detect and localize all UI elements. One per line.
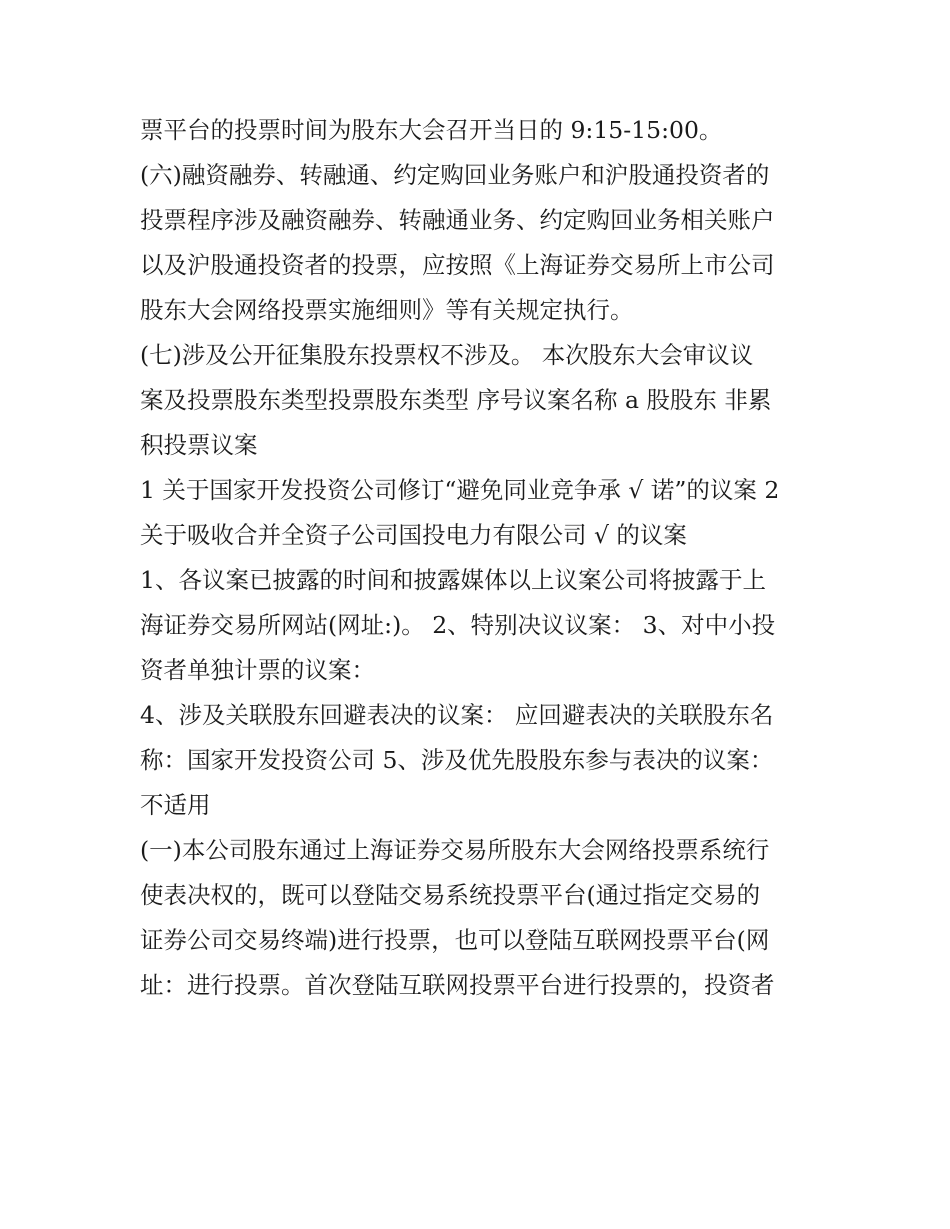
text-line: 证券公司交易终端)进行投票，也可以登陆互联网投票平台(网 <box>140 926 770 954</box>
text-line: 案及投票股东类型投票股东类型 序号议案名称 a 股股东 非累 <box>140 386 772 414</box>
text-line: 址：进行投票。首次登陆互联网投票平台进行投票的，投资者 <box>140 971 775 999</box>
text-line: 海证券交易所网站(网址:)。 2、特别决议议案： 3、对中小投 <box>140 611 776 639</box>
text-line: 称：国家开发投资公司 5、涉及优先股股东参与表决的议案： <box>140 746 774 774</box>
text-line: 使表决权的，既可以登陆交易系统投票平台(通过指定交易的 <box>140 881 761 909</box>
text-line: 关于吸收合并全资子公司国投电力有限公司 √ 的议案 <box>140 521 687 549</box>
document-body <box>140 108 815 1008</box>
text-line: 投票程序涉及融资融券、转融通业务、约定购回业务相关账户 <box>140 206 775 234</box>
text-line: 4、涉及关联股东回避表决的议案： 应回避表决的关联股东名 <box>140 701 774 729</box>
text-line: (一)本公司股东通过上海证券交易所股东大会网络投票系统行 <box>140 836 770 864</box>
text-line: 股东大会网络投票实施细则》等有关规定执行。 <box>140 296 634 324</box>
text-line: 票平台的投票时间为股东大会召开当日的 9:15-15:00。 <box>140 116 723 144</box>
text-line: 以及沪股通投资者的投票，应按照《上海证券交易所上市公司 <box>140 251 775 279</box>
text-line: 资者单独计票的议案： <box>140 656 375 684</box>
text-line: 1 关于国家开发投资公司修订“避免同业竞争承 √ 诺”的议案 2 <box>140 476 780 504</box>
text-line: 积投票议案 <box>140 431 258 459</box>
text-line: 1、各议案已披露的时间和披露媒体以上议案公司将披露于上 <box>140 566 766 594</box>
text-line: 不适用 <box>140 791 211 819</box>
text-line: (六)融资融券、转融通、约定购回业务账户和沪股通投资者的 <box>140 161 770 189</box>
text-line: (七)涉及公开征集股东投票权不涉及。 本次股东大会审议议 <box>140 341 754 369</box>
